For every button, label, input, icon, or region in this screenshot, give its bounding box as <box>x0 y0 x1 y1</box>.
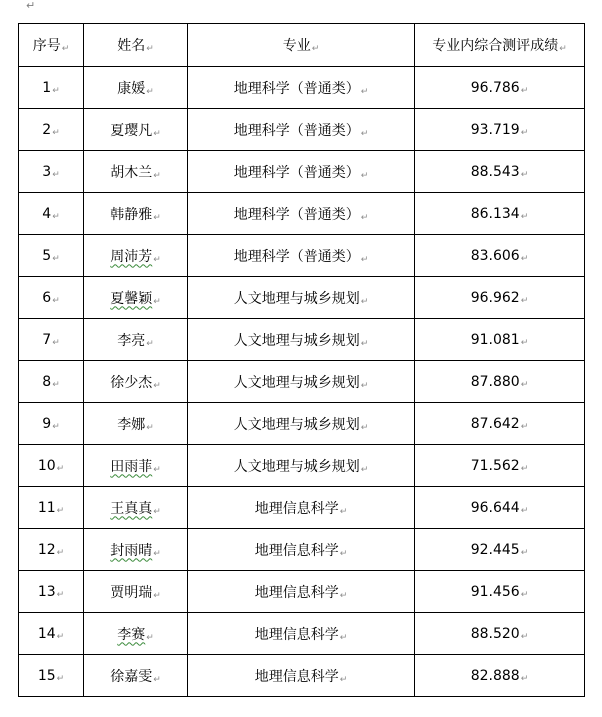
cell-index <box>19 193 84 235</box>
cell-name <box>84 655 188 697</box>
cell-name <box>84 67 188 109</box>
cell-name <box>84 235 188 277</box>
cell-end-mark-icon: ↵ <box>52 211 60 222</box>
cell-end-mark-icon: ↵ <box>520 421 529 432</box>
cell-index-text: 1 <box>42 79 52 96</box>
cell-index-text: 6 <box>42 289 52 306</box>
cell-major-text: 人文地理与城乡规划 <box>233 374 360 391</box>
cell-major <box>188 571 415 613</box>
cell-major <box>188 67 415 109</box>
cell-score-text: 88.520 <box>470 625 520 642</box>
table-row <box>19 403 585 445</box>
cell-end-mark-icon: ↵ <box>339 674 348 685</box>
cell-index <box>19 445 84 487</box>
cell-end-mark-icon: ↵ <box>146 338 154 349</box>
table-header-row <box>19 24 585 67</box>
cell-index-text: 14 <box>37 625 56 642</box>
cell-name-text: 王真真 <box>110 500 153 517</box>
table-row <box>19 361 585 403</box>
cell-end-mark-icon: ↵ <box>52 127 60 138</box>
cell-end-mark-icon: ↵ <box>520 211 529 222</box>
cell-end-mark-icon: ↵ <box>52 379 60 390</box>
cell-score <box>415 277 585 319</box>
cell-end-mark-icon: ↵ <box>520 463 529 474</box>
cell-score-text: 91.081 <box>470 331 520 348</box>
cell-score-text: 87.880 <box>470 373 520 390</box>
cell-end-mark-icon: ↵ <box>520 379 529 390</box>
cell-index <box>19 403 84 445</box>
cell-score-text: 91.456 <box>470 583 520 600</box>
cell-major-text: 地理信息科学 <box>254 668 339 685</box>
cell-score <box>415 571 585 613</box>
cell-index-text: 7 <box>42 331 52 348</box>
cell-score <box>415 487 585 529</box>
cell-index <box>19 109 84 151</box>
cell-name <box>84 445 188 487</box>
cell-end-mark-icon: ↵ <box>520 85 529 96</box>
table-row <box>19 67 585 109</box>
cell-name <box>84 361 188 403</box>
cell-end-mark-icon: ↵ <box>360 422 369 433</box>
score-table <box>18 23 585 697</box>
cell-score <box>415 193 585 235</box>
cell-end-mark-icon: ↵ <box>153 506 161 517</box>
cell-major <box>188 235 415 277</box>
cell-index-text: 9 <box>42 415 52 432</box>
cell-major-text: 地理信息科学 <box>254 500 339 517</box>
cell-end-mark-icon: ↵ <box>153 380 161 391</box>
cell-end-mark-icon: ↵ <box>153 674 161 685</box>
cell-end-mark-icon: ↵ <box>153 296 161 307</box>
cell-name-text: 徐嘉雯 <box>110 668 153 685</box>
cell-index <box>19 571 84 613</box>
cell-name-text: 李亮 <box>117 332 146 349</box>
cell-end-mark-icon: ↵ <box>360 86 369 97</box>
cell-end-mark-icon: ↵ <box>146 86 154 97</box>
cell-major <box>188 109 415 151</box>
cell-major-text: 地理信息科学 <box>254 584 339 601</box>
cell-end-mark-icon: ↵ <box>56 463 65 474</box>
table-row <box>19 109 585 151</box>
cell-end-mark-icon: ↵ <box>56 547 65 558</box>
cell-major-text: 人文地理与城乡规划 <box>233 458 360 475</box>
header-major: 专业↵ <box>188 24 415 67</box>
cell-end-mark-icon: ↵ <box>520 547 529 558</box>
cell-end-mark-icon: ↵ <box>56 589 65 600</box>
cell-major <box>188 361 415 403</box>
cell-major <box>188 529 415 571</box>
cell-score-text: 93.719 <box>470 121 520 138</box>
cell-score <box>415 613 585 655</box>
cell-major <box>188 487 415 529</box>
table-row <box>19 487 585 529</box>
cell-score <box>415 319 585 361</box>
cell-end-mark-icon: ↵ <box>146 422 154 433</box>
cell-end-mark-icon: ↵ <box>52 169 60 180</box>
cell-score <box>415 235 585 277</box>
table-row <box>19 529 585 571</box>
cell-major <box>188 277 415 319</box>
cell-end-mark-icon: ↵ <box>520 295 529 306</box>
cell-name <box>84 151 188 193</box>
cell-end-mark-icon: ↵ <box>360 254 369 265</box>
cell-name <box>84 613 188 655</box>
cell-index <box>19 361 84 403</box>
cell-name-text: 胡木兰 <box>110 164 153 181</box>
cell-end-mark-icon: ↵ <box>520 673 529 684</box>
header-index: 序号↵ <box>19 24 84 67</box>
cell-end-mark-icon: ↵ <box>520 253 529 264</box>
cell-end-mark-icon: ↵ <box>52 253 60 264</box>
cell-end-mark-icon: ↵ <box>56 631 65 642</box>
cell-index-text: 10 <box>37 457 56 474</box>
cell-major-text: 人文地理与城乡规划 <box>233 290 360 307</box>
cell-end-mark-icon: ↵ <box>520 169 529 180</box>
cell-end-mark-icon: ↵ <box>360 464 369 475</box>
cell-end-mark-icon: ↵ <box>153 254 161 265</box>
cell-index-text: 8 <box>42 373 52 390</box>
table-row <box>19 445 585 487</box>
cell-name-text: 夏璎凡 <box>110 122 153 139</box>
header-score: 专业内综合测评成绩↵ <box>415 24 585 67</box>
cell-index-text: 4 <box>42 205 52 222</box>
cell-score <box>415 529 585 571</box>
cell-end-mark-icon: ↵ <box>153 170 161 181</box>
cell-index <box>19 529 84 571</box>
table-row <box>19 151 585 193</box>
table-row <box>19 571 585 613</box>
table-row <box>19 655 585 697</box>
cell-name <box>84 403 188 445</box>
cell-end-mark-icon: ↵ <box>520 589 529 600</box>
cell-index <box>19 613 84 655</box>
cell-end-mark-icon: ↵ <box>520 337 529 348</box>
cell-index <box>19 67 84 109</box>
cell-end-mark-icon: ↵ <box>56 673 65 684</box>
cell-name <box>84 487 188 529</box>
cell-end-mark-icon: ↵ <box>339 506 348 517</box>
cell-major <box>188 403 415 445</box>
cell-index-text: 3 <box>42 163 52 180</box>
cell-score-text: 96.786 <box>470 79 520 96</box>
cell-end-mark-icon: ↵ <box>153 464 161 475</box>
table-row <box>19 235 585 277</box>
cell-major <box>188 193 415 235</box>
table-row <box>19 193 585 235</box>
cell-score <box>415 151 585 193</box>
cell-end-mark-icon: ↵ <box>153 128 161 139</box>
cell-index <box>19 277 84 319</box>
cell-index <box>19 235 84 277</box>
cell-score-text: 71.562 <box>470 457 520 474</box>
cell-end-mark-icon: ↵ <box>52 337 60 348</box>
cell-major-text: 人文地理与城乡规划 <box>233 332 360 349</box>
cell-end-mark-icon: ↵ <box>153 212 161 223</box>
cell-name <box>84 319 188 361</box>
cell-end-mark-icon: ↵ <box>146 44 154 54</box>
cell-name <box>84 109 188 151</box>
cell-score-text: 96.644 <box>470 499 520 516</box>
cell-score-text: 88.543 <box>470 163 520 180</box>
cell-major <box>188 613 415 655</box>
cell-score-text: 86.134 <box>470 205 520 222</box>
cell-index <box>19 151 84 193</box>
cell-end-mark-icon: ↵ <box>339 548 348 559</box>
cell-index-text: 2 <box>42 121 52 138</box>
cell-score-text: 83.606 <box>470 247 520 264</box>
cell-name-text: 贾明瑞 <box>110 584 153 601</box>
cell-score-text: 96.962 <box>470 289 520 306</box>
cell-name-text: 封雨晴 <box>110 542 153 559</box>
cell-end-mark-icon: ↵ <box>520 127 529 138</box>
table-row <box>19 319 585 361</box>
cell-end-mark-icon: ↵ <box>360 296 369 307</box>
cell-major-text: 地理信息科学 <box>254 626 339 643</box>
cell-score-text: 92.445 <box>470 541 520 558</box>
cell-index-text: 11 <box>37 499 56 516</box>
cell-end-mark-icon: ↵ <box>52 295 60 306</box>
cell-index-text: 5 <box>42 247 52 264</box>
cell-end-mark-icon: ↵ <box>146 632 154 643</box>
cell-name <box>84 571 188 613</box>
cell-score-text: 82.888 <box>470 667 520 684</box>
cell-name-text: 徐少杰 <box>110 374 153 391</box>
cell-end-mark-icon: ↵ <box>52 85 60 96</box>
cell-end-mark-icon: ↵ <box>339 632 348 643</box>
cell-name <box>84 277 188 319</box>
cell-index-text: 12 <box>37 541 56 558</box>
table-row <box>19 613 585 655</box>
cell-end-mark-icon: ↵ <box>559 44 567 54</box>
cell-end-mark-icon: ↵ <box>360 380 369 391</box>
cell-end-mark-icon: ↵ <box>52 421 60 432</box>
cell-name-text: 田雨菲 <box>110 458 153 475</box>
cell-index-text: 15 <box>37 667 56 684</box>
cell-end-mark-icon: ↵ <box>339 590 348 601</box>
cell-index <box>19 487 84 529</box>
cell-end-mark-icon: ↵ <box>311 44 320 54</box>
cell-major <box>188 445 415 487</box>
cell-major-text: 地理科学（普通类） <box>233 164 360 181</box>
cell-major-text: 地理信息科学 <box>254 542 339 559</box>
cell-end-mark-icon: ↵ <box>153 548 161 559</box>
cell-index <box>19 655 84 697</box>
cell-end-mark-icon: ↵ <box>61 44 70 54</box>
table-body <box>19 67 585 697</box>
cell-score-text: 87.642 <box>470 415 520 432</box>
cell-major-text: 地理科学（普通类） <box>233 122 360 139</box>
cell-name-text: 李赛 <box>117 626 146 643</box>
cell-end-mark-icon: ↵ <box>360 170 369 181</box>
cell-major <box>188 319 415 361</box>
cell-end-mark-icon: ↵ <box>56 505 65 516</box>
cell-major-text: 地理科学（普通类） <box>233 206 360 223</box>
cell-name <box>84 529 188 571</box>
cell-end-mark-icon: ↵ <box>520 631 529 642</box>
cell-score <box>415 109 585 151</box>
cell-end-mark-icon: ↵ <box>360 128 369 139</box>
cell-name-text: 康媛 <box>117 80 146 97</box>
cell-name <box>84 193 188 235</box>
cell-name-text: 李娜 <box>117 416 146 433</box>
cell-major <box>188 151 415 193</box>
cell-index-text: 13 <box>37 583 56 600</box>
cell-index <box>19 319 84 361</box>
cell-end-mark-icon: ↵ <box>360 338 369 349</box>
cell-major-text: 地理科学（普通类） <box>233 248 360 265</box>
cell-major <box>188 655 415 697</box>
header-name: 姓名↵ <box>84 24 188 67</box>
cell-score <box>415 445 585 487</box>
cell-end-mark-icon: ↵ <box>360 212 369 223</box>
cell-end-mark-icon: ↵ <box>520 505 529 516</box>
cell-score <box>415 403 585 445</box>
cell-name-text: 夏馨颖 <box>110 290 153 307</box>
cell-score <box>415 361 585 403</box>
table-row <box>19 277 585 319</box>
cell-end-mark-icon: ↵ <box>153 590 161 601</box>
cell-score <box>415 655 585 697</box>
cell-score <box>415 67 585 109</box>
cell-name-text: 韩静雅 <box>110 206 153 223</box>
paragraph-mark-icon: ↵ <box>26 0 36 12</box>
cell-major-text: 人文地理与城乡规划 <box>233 416 360 433</box>
cell-name-text: 周沛芳 <box>110 248 153 265</box>
cell-major-text: 地理科学（普通类） <box>233 80 360 97</box>
